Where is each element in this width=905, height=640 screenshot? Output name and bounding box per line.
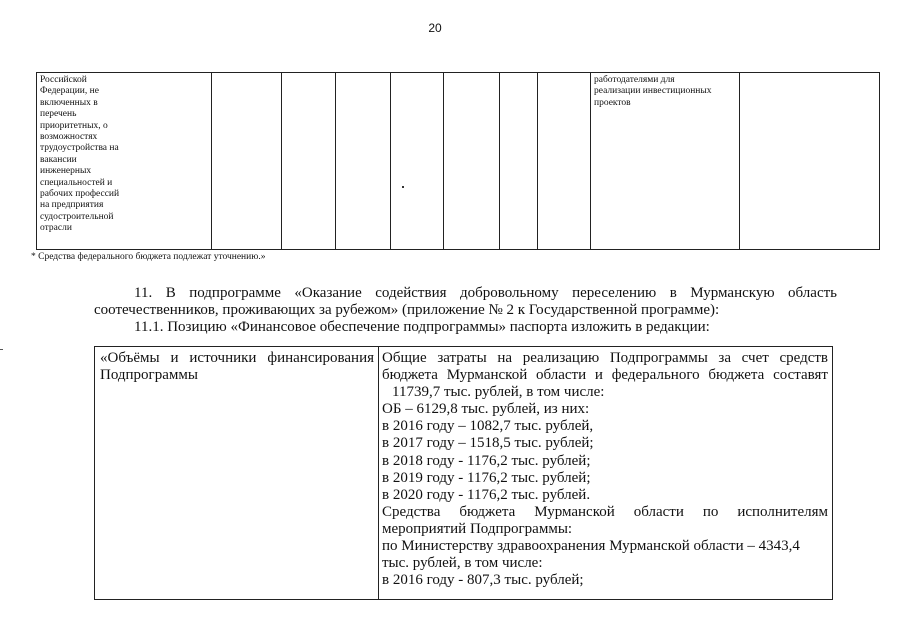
indicator-line: Российской <box>40 75 87 85</box>
indicator-line: возможностях <box>40 132 98 143</box>
financing-line: в 2018 году - 1176,2 тыс. рублей; <box>382 452 591 469</box>
result-line: реализации инвестиционных <box>594 86 712 97</box>
financing-table <box>94 346 833 600</box>
financing-line: Средства бюджета Мурманской области по исполнителям <box>382 503 828 520</box>
financing-line: 11739,7 тыс. рублей, в том числе: <box>392 384 605 401</box>
paragraph-11-1: 11.1. Позицию «Финансовое обеспечение подпрограммы» паспорта изложить в редакции: <box>134 319 710 335</box>
page-number: 20 <box>428 21 442 35</box>
indicator-line: судостроительной <box>40 211 114 222</box>
indicator-line: Федерации, не <box>40 86 99 97</box>
financing-line: в 2019 году - 1176,2 тыс. рублей; <box>382 469 591 486</box>
indicator-line: инженерных <box>40 166 92 177</box>
continuation-table <box>36 72 880 250</box>
financing-label: «Объёмы и источники финансирования Подпрограммы <box>100 350 374 384</box>
financing-line: ОБ – 6129,8 тыс. рублей, из них: <box>382 401 590 418</box>
indicator-line: специальностей и <box>40 177 113 188</box>
result-line: проектов <box>594 97 631 108</box>
indicator-line: рабочих профессий <box>40 189 120 200</box>
empty-cell <box>282 73 336 250</box>
indicator-cell <box>37 73 212 250</box>
financing-line: в 2020 году - 1176,2 тыс. рублей. <box>382 486 591 503</box>
result-cell <box>591 73 740 250</box>
financing-label-cell <box>95 347 379 600</box>
scan-speck <box>402 186 404 188</box>
financing-line: тыс. рублей, в том числе: <box>382 555 543 572</box>
empty-cell <box>500 73 538 250</box>
financing-line: бюджета Мурманской области и федерального бюджета составят <box>382 367 828 384</box>
indicator-line: перечень <box>40 109 77 120</box>
footnote: * Средства федерального бюджета подлежат уточнению.» <box>31 252 266 262</box>
empty-cell <box>444 73 500 250</box>
result-line: работодателями для <box>594 75 675 85</box>
financing-line: в 2016 году - 807,3 тыс. рублей; <box>382 572 584 589</box>
financing-line: мероприятий Подпрограммы: <box>382 520 573 537</box>
financing-line: по Министерству здравоохранения Мурманской области – 4343,4 <box>382 538 800 555</box>
financing-line: Общие затраты на реализацию Подпрограммы за счет средств <box>382 350 828 366</box>
empty-cell <box>391 73 444 250</box>
indicator-line: приоритетных, о <box>40 120 108 131</box>
indicator-line: трудоустройства на <box>40 143 119 154</box>
indicator-line: вакансии <box>40 154 77 165</box>
indicator-line: на предприятия <box>40 200 104 211</box>
paragraph-11: 11. В подпрограмме «Оказание содействия добровольному переселению в Мурманскую область соотечественников, проживающих за рубежом» (приложение № 2 к Государственной программе): <box>94 285 837 318</box>
margin-mark <box>0 349 3 350</box>
indicator-line: включенных в <box>40 97 98 108</box>
empty-cell <box>336 73 391 250</box>
empty-cell <box>740 73 880 250</box>
financing-line: в 2016 году – 1082,7 тыс. рублей, <box>382 418 594 435</box>
indicator-line: отрасли <box>40 223 72 234</box>
empty-cell <box>212 73 282 250</box>
financing-value-cell <box>379 347 833 600</box>
empty-cell <box>538 73 591 250</box>
financing-line: в 2017 году – 1518,5 тыс. рублей; <box>382 435 594 452</box>
